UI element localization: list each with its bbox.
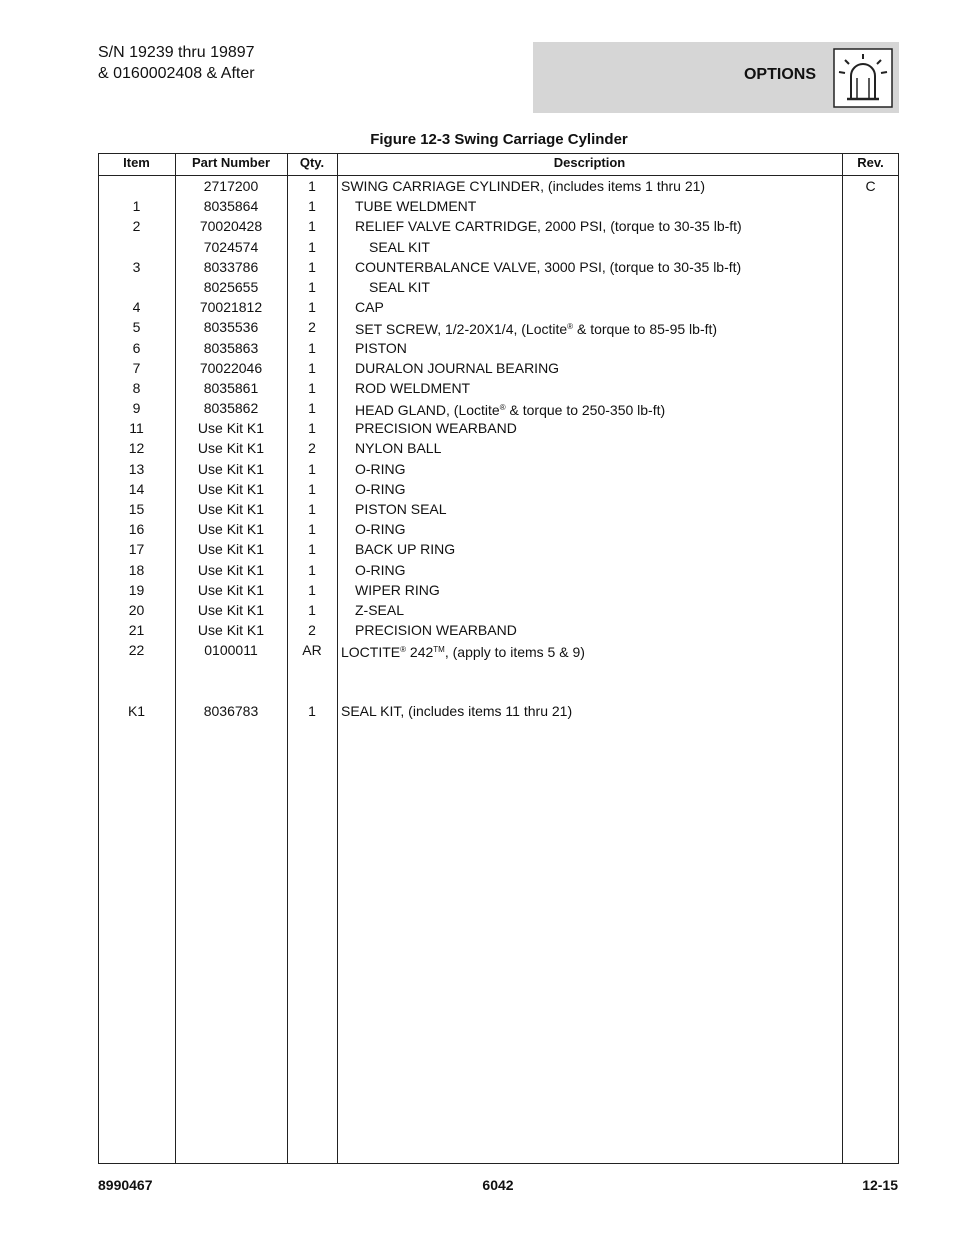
description-cell: SEAL KIT, (includes items 11 thru 21) (341, 702, 573, 719)
part-number-cell: Use Kit K1 (197, 622, 265, 639)
qty-cell: 1 (308, 702, 316, 719)
table-row (98, 277, 899, 297)
trademark-mark: TM (433, 645, 445, 655)
description-cell: SEAL KIT (369, 238, 430, 255)
section-header-box (533, 42, 899, 113)
table-row (98, 539, 899, 559)
table-row (98, 479, 899, 499)
table-row (98, 640, 899, 660)
table-row (98, 317, 899, 337)
description-cell: NYLON BALL (355, 440, 442, 457)
item-cell: 20 (128, 601, 145, 618)
qty-cell: 1 (308, 178, 316, 194)
item-cell: 5 (132, 319, 141, 336)
table-row (98, 519, 899, 539)
description-cell: SEAL KIT (369, 278, 430, 295)
qty-cell: 1 (308, 501, 316, 517)
description-cell: O-RING (355, 521, 406, 538)
item-cell: 12 (128, 440, 145, 457)
qty-cell: 1 (308, 198, 316, 215)
item-cell: K1 (127, 702, 146, 719)
table-row (98, 196, 899, 216)
table-row (98, 560, 899, 580)
description-cell: CAP (355, 299, 384, 316)
qty-cell: 1 (308, 218, 316, 235)
footer-model: 6042 (482, 1177, 514, 1193)
table-row (98, 216, 899, 236)
table-row (98, 620, 899, 640)
description-cell: DURALON JOURNAL BEARING (355, 359, 560, 376)
warning-light-icon (833, 48, 893, 108)
table-row (98, 358, 899, 378)
item-cell: 11 (129, 420, 144, 437)
rev-cell: C (865, 178, 876, 194)
part-number-cell: 8025655 (203, 278, 259, 295)
serial-line-1: S/N 19239 thru 19897 (98, 44, 255, 61)
item-cell: 21 (128, 622, 145, 639)
item-cell: 16 (128, 521, 145, 538)
row-spacer (98, 661, 899, 701)
footer-page-number: 12-15 (862, 1177, 898, 1193)
part-number-cell: Use Kit K1 (197, 480, 265, 497)
col-header-item: Item (123, 155, 150, 170)
qty-cell: 1 (308, 420, 316, 437)
part-number-cell: 8033786 (203, 258, 259, 275)
part-number-cell: 70021812 (199, 299, 263, 316)
section-title: OPTIONS (743, 66, 816, 83)
table-row (98, 176, 899, 196)
serial-line-2: & 0160002408 & After (98, 65, 255, 82)
col-header-description: Description (553, 155, 626, 170)
item-cell: 6 (132, 339, 141, 356)
description-cell: Z-SEAL (355, 601, 405, 618)
item-cell: 17 (128, 541, 145, 558)
qty-cell: 2 (308, 319, 316, 336)
part-number-cell: Use Kit K1 (197, 541, 265, 558)
item-cell: 3 (132, 258, 141, 275)
qty-cell: 1 (308, 299, 316, 316)
part-number-cell: 0100011 (204, 642, 258, 659)
footer-doc-number: 8990467 (98, 1177, 153, 1193)
description-cell: WIPER RING (355, 581, 440, 598)
registered-mark: ® (567, 322, 574, 332)
table-row (98, 257, 899, 277)
item-cell: 2 (132, 218, 141, 235)
qty-cell: 1 (308, 258, 316, 275)
part-number-cell: 8035862 (203, 400, 259, 417)
item-cell: 8 (132, 379, 141, 396)
table-row (98, 418, 899, 438)
table-row (98, 438, 899, 458)
item-cell: 22 (128, 642, 145, 659)
col-header-rev: Rev. (857, 155, 884, 170)
serial-number-block (98, 42, 255, 84)
item-cell: 4 (132, 299, 141, 316)
table-row (98, 600, 899, 620)
description-cell: SWING CARRIAGE CYLINDER, (includes items 1 thru 21) (341, 178, 706, 194)
part-number-cell: Use Kit K1 (197, 581, 265, 598)
qty-cell: 2 (308, 440, 316, 457)
figure-title: Figure 12-3 Swing Carriage Cylinder (370, 131, 628, 148)
item-cell: 9 (132, 400, 141, 417)
description-cell: PRECISION WEARBAND (355, 420, 517, 437)
table-row (98, 499, 899, 519)
part-number-cell: 8035861 (203, 379, 259, 396)
description-cell: PISTON (355, 339, 407, 356)
item-cell: 18 (128, 561, 145, 578)
description-cell: O-RING (355, 460, 406, 477)
qty-cell: 1 (308, 581, 316, 598)
item-cell: 14 (128, 480, 145, 497)
item-cell: 13 (128, 460, 145, 477)
part-number-cell: 2717200 (203, 178, 259, 194)
qty-cell: AR (302, 642, 322, 659)
item-cell: 7 (132, 359, 141, 376)
description-cell: PRECISION WEARBAND (355, 622, 517, 639)
qty-cell: 1 (308, 238, 316, 255)
description-cell: PISTON SEAL (355, 501, 447, 517)
qty-cell: 1 (308, 460, 316, 477)
qty-cell: 1 (308, 278, 316, 295)
col-header-part-number: Part Number (191, 155, 271, 170)
description-cell: ROD WELDMENT (355, 379, 471, 396)
item-cell: 19 (128, 581, 145, 598)
item-cell: 1 (132, 198, 141, 215)
part-number-cell: 8036783 (203, 702, 259, 719)
part-number-cell: Use Kit K1 (197, 561, 265, 578)
table-row (98, 398, 899, 418)
qty-cell: 1 (308, 541, 316, 558)
qty-cell: 2 (308, 622, 316, 639)
table-row (98, 297, 899, 317)
table-row (98, 237, 899, 257)
parts-table (98, 153, 899, 1164)
part-number-cell: 7024574 (203, 238, 259, 255)
part-number-cell: 8035864 (203, 198, 259, 215)
part-number-cell: Use Kit K1 (197, 601, 265, 618)
qty-cell: 1 (308, 339, 316, 356)
description-cell: SET SCREW, 1/2-20X1/4, (Loctite® & torque to 85-95 lb-ft) (355, 321, 718, 338)
part-number-cell: 70020428 (199, 218, 263, 235)
part-number-cell: Use Kit K1 (197, 521, 265, 538)
description-cell: HEAD GLAND, (Loctite® & torque to 250-350 lb-ft) (355, 402, 666, 419)
table-row (98, 459, 899, 479)
qty-cell: 1 (308, 601, 316, 618)
item-cell: 15 (128, 501, 145, 517)
table-body (98, 176, 899, 721)
registered-mark: ® (499, 403, 506, 413)
table-row (98, 580, 899, 600)
qty-cell: 1 (308, 521, 316, 538)
table-row (98, 701, 899, 721)
part-number-cell: 70022046 (199, 359, 263, 376)
description-cell: RELIEF VALVE CARTRIDGE, 2000 PSI, (torque to 30-35 lb-ft) (355, 218, 742, 235)
table-row (98, 338, 899, 358)
qty-cell: 1 (308, 379, 316, 396)
part-number-cell: 8035863 (203, 339, 259, 356)
description-cell: O-RING (355, 480, 406, 497)
description-cell: O-RING (355, 561, 406, 578)
description-cell: COUNTERBALANCE VALVE, 3000 PSI, (torque to 30-35 lb-ft) (355, 258, 742, 275)
qty-cell: 1 (308, 480, 316, 497)
description-cell: LOCTITE® 242™, (apply to items 5 & 9) (341, 644, 585, 661)
qty-cell: 1 (308, 400, 316, 417)
description-cell: TUBE WELDMENT (355, 198, 477, 215)
registered-mark: ® (400, 645, 407, 655)
qty-cell: 1 (308, 561, 316, 578)
description-cell: BACK UP RING (355, 541, 456, 558)
part-number-cell: Use Kit K1 (197, 460, 265, 477)
col-header-qty: Qty. (299, 155, 325, 170)
part-number-cell: Use Kit K1 (197, 501, 265, 517)
qty-cell: 1 (308, 359, 316, 376)
part-number-cell: 8035536 (203, 319, 259, 336)
part-number-cell: Use Kit K1 (197, 440, 265, 457)
part-number-cell: Use Kit K1 (197, 420, 265, 437)
table-row (98, 378, 899, 398)
